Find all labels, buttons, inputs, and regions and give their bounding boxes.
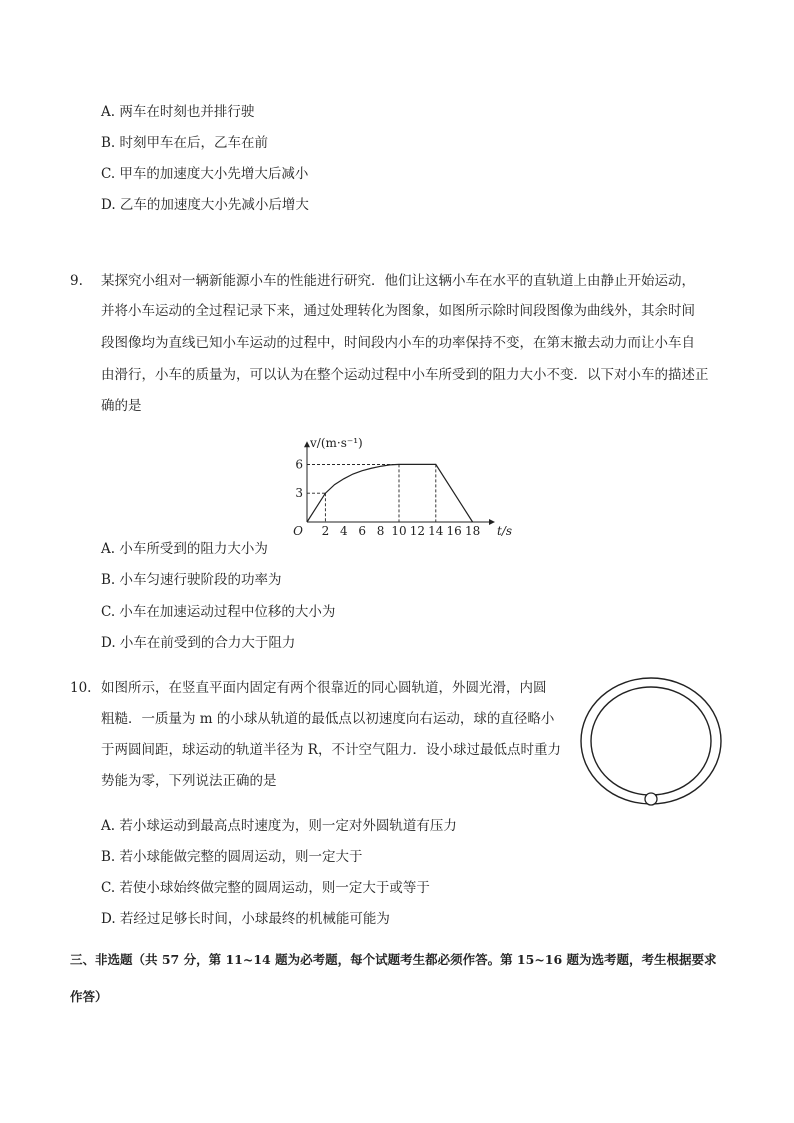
q10-option-b: B. 若小球能做完整的圆周运动，则一定大于 [101,849,363,865]
q9-option-d: D. 小车在前受到的合力大于阻力 [101,635,296,651]
x-tick-label-10: 10 [391,524,407,538]
q9-number: 9. [70,273,83,289]
x-tick-label-18: 18 [464,524,481,538]
q9-option-a: A. 小车所受到的阻力大小为 [101,541,268,557]
q9-option-b: B. 小车匀速行驶阶段的功率为 [101,572,282,588]
q10-text-line-1: 如图所示，在竖直平面内固定有两个很靠近的同心圆轨道，外圆光滑，内圆 [101,680,547,696]
origin-label: O [293,524,303,538]
q9-text-line-1: 某探究小组对一辆新能源小车的性能进行研究．他们让这辆小车在水平的直轨道上由静止开始运动， [101,273,695,289]
section-3-heading-line-2: 作答） [70,989,108,1004]
q10-option-a: A. 若小球运动到最高点时速度为，则一定对外圆轨道有压力 [101,818,457,834]
q8-option-b: B. 时刻甲车在后，乙车在前 [101,135,269,151]
q10-text-line-2: 粗糙．一质量为 m 的小球从轨道的最低点以初速度向右运动，球的直径略小 [101,711,555,727]
q10-option-c: C. 若使小球始终做完整的圆周运动，则一定大于或等于 [101,880,430,896]
x-tick-label-4: 4 [339,524,348,538]
y-tick-label-6: 6 [295,457,303,472]
q9-text-line-2: 并将小车运动的全过程记录下来，通过处理转化为图象，如图所示除时间段图像为曲线外，其余时间 [101,303,695,319]
x-axis-arrow [489,519,495,525]
outer-circle-track [581,678,721,804]
concentric-circle-track-diagram [578,676,724,810]
series-line-0 [307,464,473,522]
x-tick-label-12: 12 [409,524,426,538]
x-axis-label: t/s [497,524,513,538]
q9-text-line-5: 确的是 [101,398,142,414]
q10-option-d: D. 若经过足够长时间，小球最终的机械能可能为 [101,911,390,927]
q9-text-line-4: 由滑行，小车的质量为，可以认为在整个运动过程中小车所受到的阻力大小不变．以下对小车的描述正 [101,367,709,383]
section-3-heading: 三、非选题（共 57 分，第 11~14 题为必考题，每个试题考生都必须作答。第 15~16 题为选考题，考生根据要求 [70,952,717,967]
x-tick-label-8: 8 [376,524,385,538]
inner-circle-track [591,687,711,795]
q9-text-line-3: 段图像均为直线已知小车运动的过程中，时间段内小车的功率保持不变，在第末撤去动力而让小车自 [101,335,695,351]
q10-text-line-4: 势能为零，下列说法正确的是 [101,773,277,789]
y-tick-label-3: 3 [295,486,303,501]
x-tick-label-16: 16 [446,524,462,538]
x-tick-label-2: 2 [321,524,330,538]
q10-number: 10. [70,680,92,696]
q8-option-d: D. 乙车的加速度大小先减小后增大 [101,197,309,213]
velocity-time-chart [293,432,513,542]
q8-option-c: C. 甲车的加速度大小先增大后减小 [101,166,309,182]
x-tick-label-6: 6 [358,524,367,538]
x-tick-label-14: 14 [428,524,444,538]
y-axis-label: v/(m·s⁻¹) [310,436,363,451]
q8-option-a: A. 两车在时刻也并排行驶 [101,104,255,120]
q10-text-line-3: 于两圆间距，球运动的轨道半径为 R，不计空气阻力．设小球过最低点时重力 [101,742,561,758]
small-ball [645,793,657,805]
q9-option-c: C. 小车在加速运动过程中位移的大小为 [101,604,336,620]
